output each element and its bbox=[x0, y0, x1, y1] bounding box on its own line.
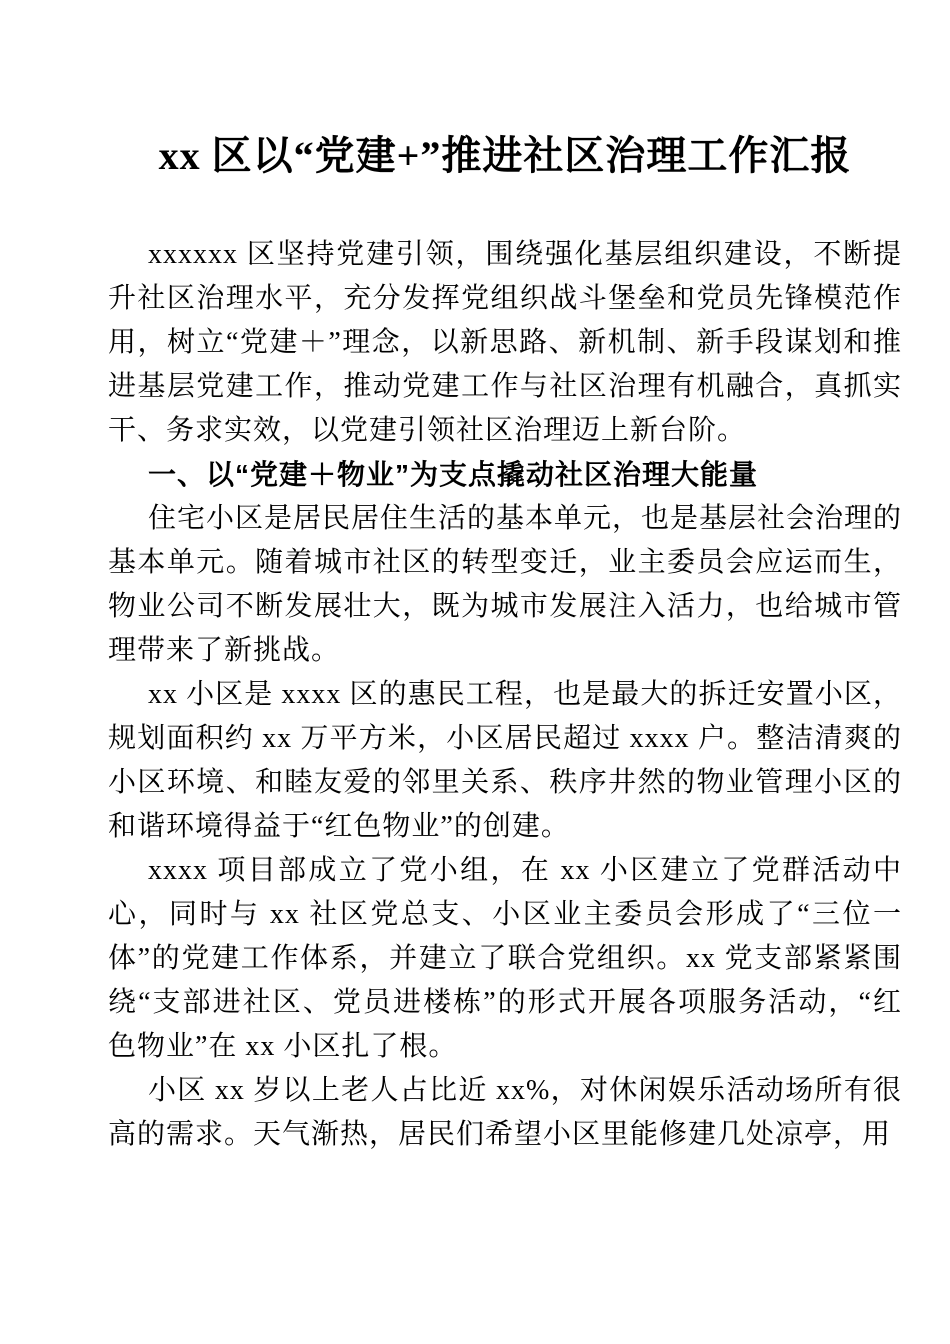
document-title: xx 区以“党建+”推进社区治理工作汇报 bbox=[158, 133, 852, 178]
body-paragraph: 小区 xx 岁以上老人占比近 xx%，对休闲娱乐活动场所有很高的需求。天气渐热，居民们希望小区里能修建几处凉亭，用 bbox=[108, 1075, 902, 1150]
document-body bbox=[108, 233, 902, 1157]
body-paragraph: xxxxxx 区坚持党建引领，围绕强化基层组织建设，不断提升社区治理水平，充分发挥党组织战斗堡垒和党员先锋模范作用，树立“党建＋”理念，以新思路、新机制、新手段谋划和推进基层党建工作，推动党建工作与社区治理有机融合，真抓实干、务求实效，以党建引领社区治理迈上新台阶。 bbox=[108, 239, 902, 446]
body-paragraph: xx 小区是 xxxx 区的惠民工程，也是最大的拆迁安置小区，规划面积约 xx 万平方米，小区居民超过 xxxx 户。整洁清爽的小区环境、和睦友爱的邻里关系、秩序井然的物业管理小区的和谐环境得益于“红色物业”的创建。 bbox=[108, 679, 902, 842]
section-heading: 一、以“党建＋物业”为支点撬动社区治理大能量 bbox=[148, 459, 759, 490]
body-paragraph: xxxx 项目部成立了党小组，在 xx 小区建立了党群活动中心，同时与 xx 社区党总支、小区业主委员会形成了“三位一体”的党建工作体系，并建立了联合党组织。xx 党支部紧紧围绕“支部进社区、党员进楼栋”的形式开展各项服务活动，“红色物业”在 xx 小区扎了根。 bbox=[108, 855, 902, 1062]
body-paragraph: 住宅小区是居民居住生活的基本单元，也是基层社会治理的基本单元。随着城市社区的转型变迁，业主委员会应运而生，物业公司不断发展壮大，既为城市发展注入活力，也给城市管理带来了新挑战。 bbox=[108, 503, 903, 666]
